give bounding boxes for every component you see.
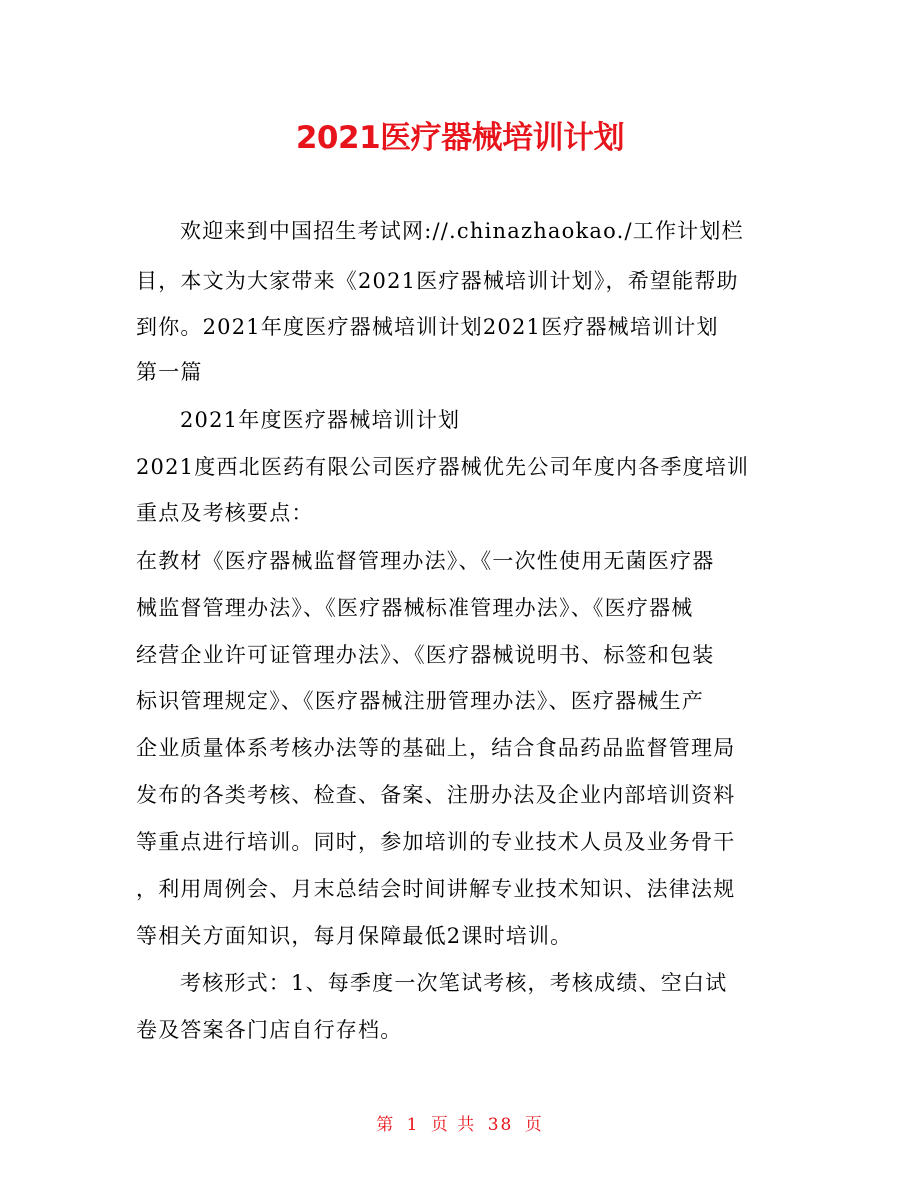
paragraph-line: 械监督管理办法》、《医疗器械标准管理办法》、《医疗器械 (136, 596, 694, 620)
document-title: 2021医疗器械培训计划 (295, 120, 625, 156)
paragraph-line: 在教材《医疗器械监督管理办法》、《一次性使用无菌医疗器 (136, 549, 715, 573)
paragraph-line: 经营企业许可证管理办法》、《医疗器械说明书、标签和包装 (136, 643, 715, 667)
paragraph-line: 等重点进行培训。同时，参加培训的专业技术人员及业务骨干 (136, 830, 736, 854)
paragraph-line: 标识管理规定》、《医疗器械注册管理办法》、医疗器械生产 (136, 689, 704, 713)
section-heading: 第一篇 (136, 360, 203, 384)
footer-suffix: 页 (524, 1115, 544, 1135)
footer-middle: 页 共 (430, 1115, 477, 1135)
paragraph-line: 考核形式：1、每季度一次笔试考核，考核成绩、空白试 (180, 971, 728, 995)
footer-prefix: 第 (376, 1115, 396, 1135)
paragraph-line: 发布的各类考核、检查、备案、注册办法及企业内部培训资料 (136, 783, 736, 807)
paragraph-line: 重点及考核要点： (136, 501, 314, 525)
paragraph-line: 到你。2021年度医疗器械培训计划2021医疗器械培训计划 (136, 315, 719, 339)
paragraph-line: 企业质量体系考核办法等的基础上，结合食品药品监督管理局 (136, 736, 736, 760)
paragraph-line: 目，本文为大家带来《2021医疗器械培训计划》，希望能帮助 (136, 269, 739, 293)
paragraph-line: 等相关方面知识，每月保障最低2课时培训。 (136, 924, 573, 948)
paragraph-line: 欢迎来到中国招生考试网://.chinazhaokao./工作计划栏 (180, 219, 744, 243)
page-footer (0, 1113, 920, 1137)
total-page-count: 38 (487, 1115, 514, 1135)
paragraph-line: ，利用周例会、月末总结会时间讲解专业技术知识、法律法规 (136, 877, 736, 901)
paragraph-line: 卷及答案各门店自行存档。 (136, 1018, 403, 1042)
current-page-number: 1 (406, 1115, 420, 1135)
paragraph-line: 2021度西北医药有限公司医疗器械优先公司年度内各季度培训 (136, 455, 750, 479)
subheading: 2021年度医疗器械培训计划 (180, 408, 461, 432)
